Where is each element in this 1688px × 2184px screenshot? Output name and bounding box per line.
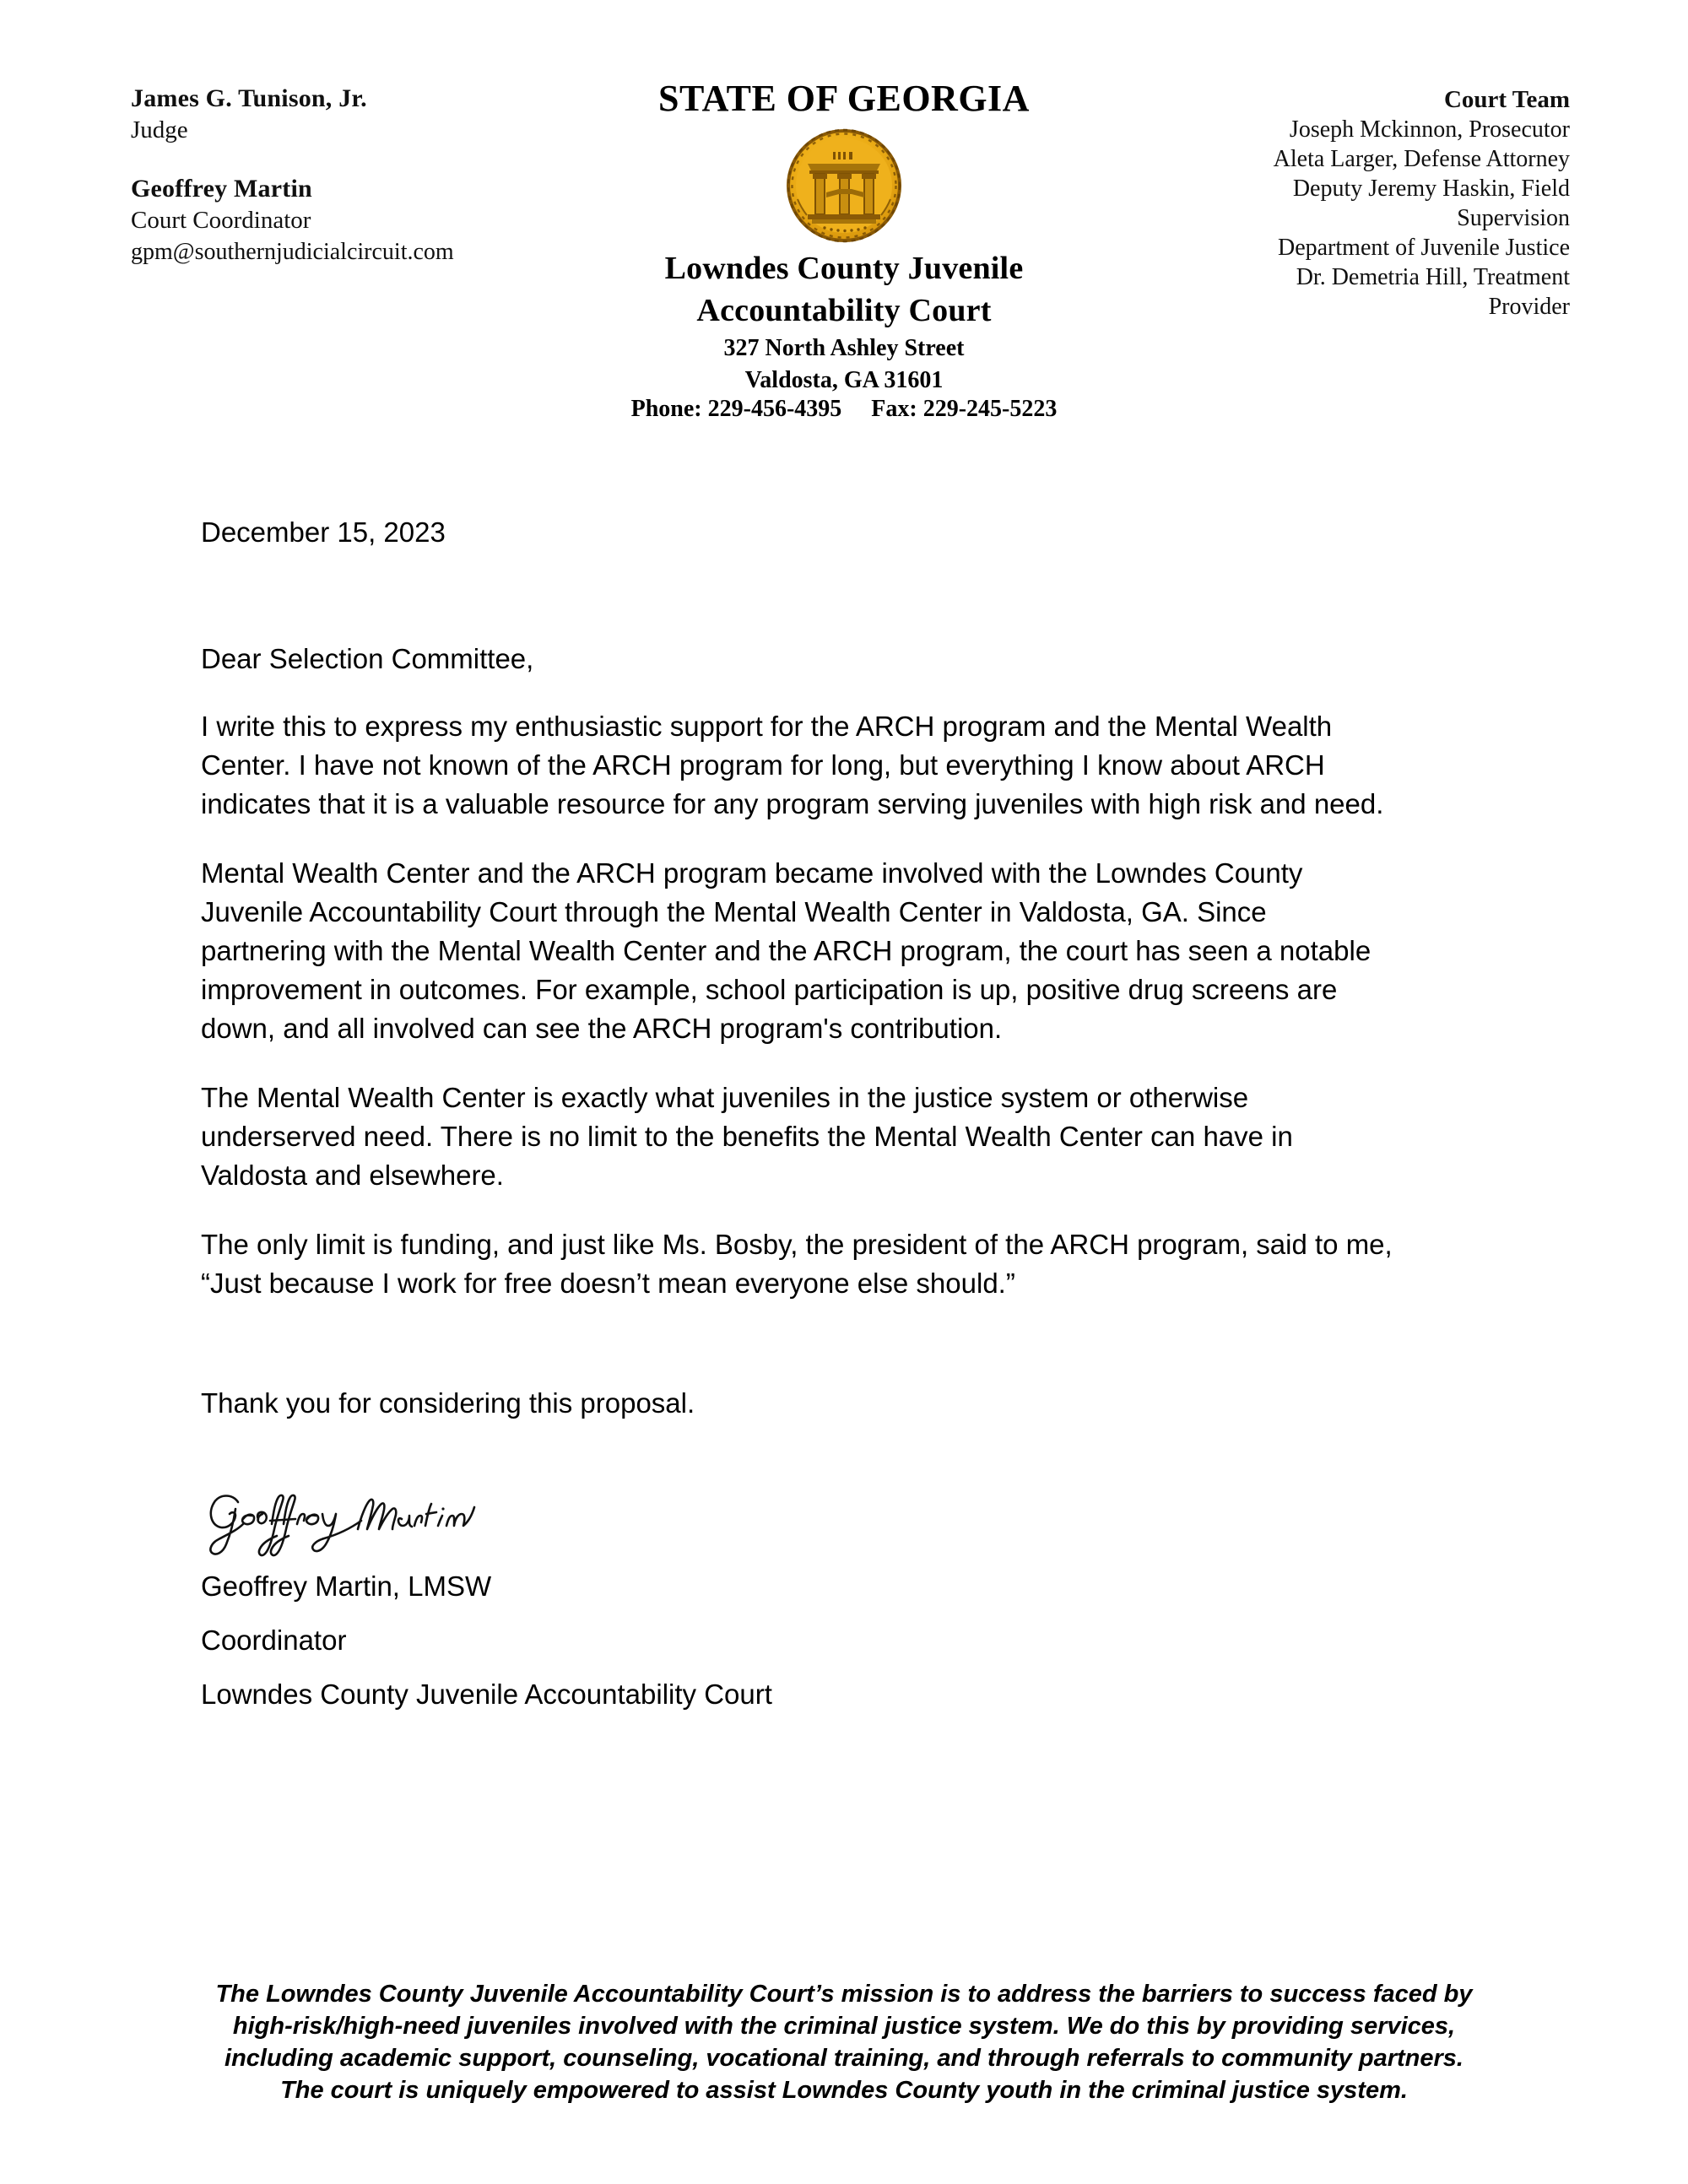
signature-block (201, 1484, 1416, 1722)
letter-salutation: Dear Selection Committee, (201, 643, 534, 674)
letter-body (201, 515, 1416, 1722)
letterhead-right-column (1165, 84, 1570, 322)
court-team-title: Court Team (1443, 86, 1570, 113)
mission-line: including academic support, counseling, vocational training, and through referrals to community partners. (225, 2045, 1463, 2072)
letter-paragraph: The only limit is funding, and just like Ms. Bosby, the president of the ARCH program, said to me, “Just because I work for free doesn’t mean everyone else should.” (201, 1229, 1393, 1299)
court-name-line-1: Lowndes County Juvenile (664, 251, 1024, 286)
coordinator-email[interactable]: gpm@southernjudicialcircuit.com (131, 239, 454, 265)
coordinator-name: Geoffrey Martin (131, 175, 312, 203)
mission-line: The Lowndes County Juvenile Accountability Court’s mission is to address the barriers to success faced by (215, 1981, 1473, 2008)
court-team-member: Supervision (1457, 205, 1570, 231)
court-team-member: Dr. Demetria Hill, Treatment (1296, 264, 1570, 290)
signer-name: Geoffrey Martin, LMSW (201, 1570, 492, 1602)
court-team-member: Department of Juvenile Justice (1277, 235, 1570, 261)
state-heading: STATE OF GEORGIA (658, 78, 1030, 119)
court-name-line-2: Accountability Court (696, 293, 992, 328)
coordinator-title: Court Coordinator (131, 207, 311, 234)
letter-paragraph: I write this to express my enthusiastic support for the ARCH program and the Mental Wealth Center. I have not known of the ARCH program for long, but everything I know about ARCH indicates that it is a valuable resource for any program serving juveniles with high risk and need. (201, 711, 1384, 819)
court-team-member: Deputy Jeremy Haskin, Field (1292, 176, 1570, 202)
judge-title: Judge (131, 116, 188, 143)
mission-line: The court is uniquely empowered to assist Lowndes County youth in the criminal justice system. (280, 2077, 1408, 2104)
mission-line: high-risk/high-need juveniles involved with the criminal justice system. We do this by providing services, (232, 2013, 1456, 2040)
letter-paragraph: The Mental Wealth Center is exactly what juveniles in the justice system or otherwise underserved need. There is no limit to the benefits the Mental Wealth Center can have in Valdosta and elsewhere. (201, 1082, 1293, 1191)
georgia-state-seal-icon (784, 127, 904, 245)
letter-paragraph: Mental Wealth Center and the ARCH program became involved with the Lowndes County Juvenile Accountability Court through the Mental Wealth Center in Valdosta, GA. Since partnering with the Mental Wealth Center and the ARCH program, the court has seen a notable improvement in outcomes. For example, school participation is up, positive drug screens are down, and all involved can see the ARCH program's contribution. (201, 857, 1372, 1044)
court-city-state-zip: Valdosta, GA 31601 (744, 367, 944, 393)
judge-name: James G. Tunison, Jr. (131, 84, 367, 112)
letter-closing: Thank you for considering this proposal. (201, 1387, 695, 1419)
court-phone-fax: Phone: 229-456-4395 Fax: 229-245-5223 (630, 396, 1058, 422)
left-column-spacer (131, 146, 570, 173)
letterhead (0, 0, 1688, 456)
signer-organization: Lowndes County Juvenile Accountability Court (201, 1679, 772, 1710)
letter-date: December 15, 2023 (201, 516, 446, 548)
court-team-member: Aleta Larger, Defense Attorney (1273, 146, 1570, 172)
signer-title: Coordinator (201, 1624, 347, 1656)
letterhead-left-column (131, 83, 570, 268)
court-team-member: Joseph Mckinnon, Prosecutor (1289, 116, 1570, 143)
court-street-address: 327 North Ashley Street (723, 335, 965, 361)
court-team-member: Provider (1488, 294, 1570, 320)
letterhead-center-column (582, 78, 1106, 424)
handwritten-signature (201, 1484, 1416, 1560)
mission-statement-footer (0, 1978, 1688, 2106)
